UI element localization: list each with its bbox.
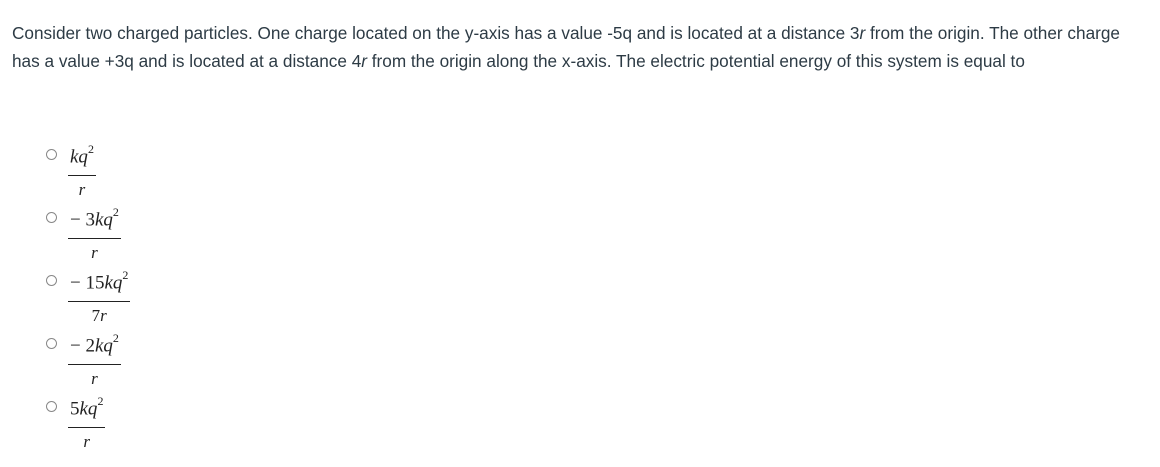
- answer-2-variables: kq: [94, 209, 113, 231]
- answer-4-fraction: [68, 328, 121, 390]
- answer-5-variables: kq: [79, 398, 98, 420]
- answer-4-numerator: [68, 328, 121, 358]
- answer-5-numerator: [68, 391, 105, 421]
- answer-5-denominator: [68, 431, 105, 453]
- answer-option-1[interactable]: [42, 139, 342, 202]
- answer-option-2[interactable]: [42, 202, 342, 265]
- radio-button-2[interactable]: [46, 212, 57, 223]
- answer-1-fraction: [68, 139, 96, 201]
- answer-3-denominator: [68, 305, 130, 327]
- answer-5-exponent: 2: [97, 394, 104, 408]
- answer-2-denominator: [68, 242, 121, 264]
- answer-4-coefficient: 2: [85, 335, 95, 357]
- answer-3-numerator: [68, 265, 130, 295]
- answer-1-exponent: 2: [87, 142, 94, 156]
- question-var-r-1: r: [859, 23, 866, 43]
- question-part-3: from the origin along the x-axis. The electric potential energy of this system is equal to: [366, 50, 1025, 71]
- answer-3-fraction: [68, 265, 130, 327]
- answer-3-sign: −: [70, 272, 86, 294]
- answer-options: [42, 139, 342, 454]
- answer-4-sign: −: [70, 335, 86, 357]
- answer-4-den-variable: r: [91, 369, 98, 389]
- answer-3-den-coefficient: 7: [91, 306, 101, 326]
- answer-4-fraction-bar: [68, 364, 121, 365]
- answer-3-exponent: 2: [122, 268, 129, 282]
- answer-5-coefficient: 5: [70, 398, 80, 420]
- answer-4-denominator: [68, 368, 121, 390]
- answer-2-den-variable: r: [91, 243, 98, 263]
- answer-4-exponent: 2: [112, 331, 119, 345]
- question-part-1: Consider two charged particles. One charge located on the y-axis has a value -5q and is located at a distance 3: [12, 23, 860, 43]
- answer-3-variables: kq: [104, 272, 123, 294]
- answer-5-fraction: [68, 391, 105, 453]
- answer-option-4[interactable]: [42, 328, 342, 391]
- radio-button-5[interactable]: [46, 401, 57, 412]
- answer-4-variables: kq: [94, 335, 113, 357]
- answer-2-fraction: [68, 202, 121, 264]
- answer-2-exponent: 2: [112, 205, 119, 219]
- answer-2-coefficient: 3: [85, 209, 95, 231]
- answer-option-5[interactable]: [42, 391, 342, 454]
- question-var-r-2: r: [361, 50, 367, 71]
- answer-1-den-variable: r: [78, 180, 86, 200]
- answer-1-variables: kq: [70, 146, 88, 168]
- answer-2-numerator: [68, 202, 121, 232]
- answer-3-coefficient: 15: [85, 272, 105, 294]
- answer-2-sign: −: [70, 209, 86, 231]
- radio-button-1[interactable]: [46, 149, 57, 160]
- radio-button-4[interactable]: [46, 338, 57, 349]
- answer-option-3[interactable]: [42, 265, 342, 328]
- answer-3-den-variable: r: [100, 306, 107, 326]
- answer-1-numerator: [68, 139, 96, 169]
- answer-5-den-variable: r: [83, 432, 91, 452]
- answer-1-fraction-bar: [68, 175, 96, 176]
- answer-3-fraction-bar: [68, 301, 130, 302]
- answer-5-fraction-bar: [68, 427, 105, 428]
- answer-2-fraction-bar: [68, 238, 121, 239]
- question-text: [12, 20, 1148, 75]
- question-part-2: from the origin. The other charge has a value +3q and is located at a distance 4: [12, 23, 1120, 71]
- answer-1-denominator: [68, 179, 96, 201]
- radio-button-3[interactable]: [46, 275, 57, 286]
